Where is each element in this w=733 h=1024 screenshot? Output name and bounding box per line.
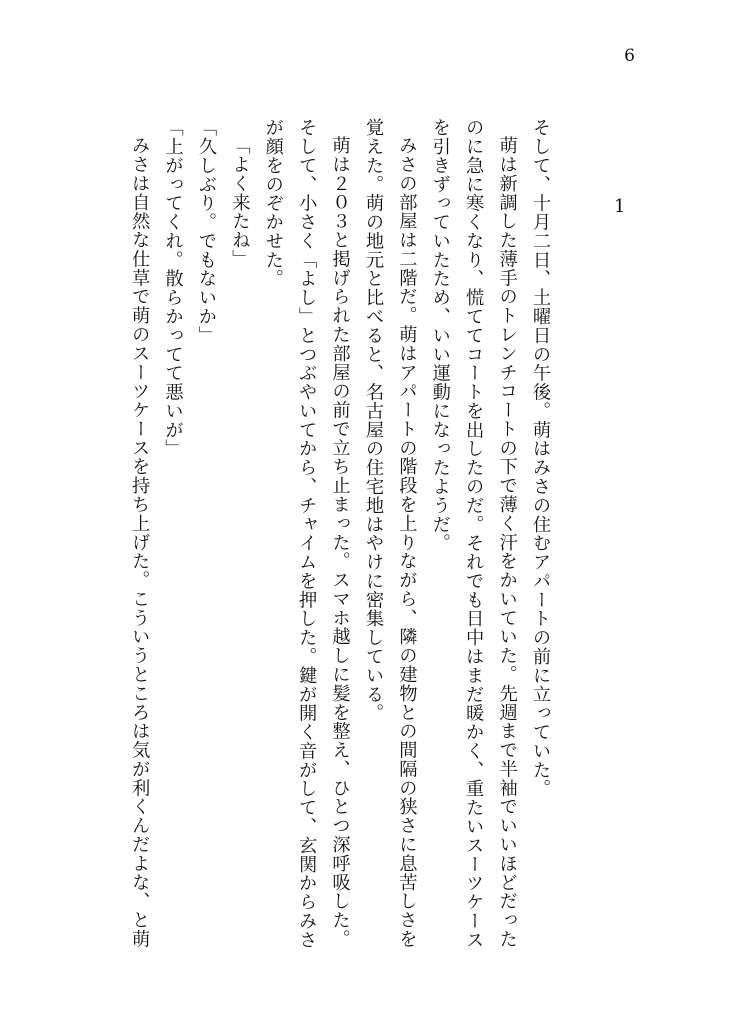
text-line: 萌は新調した薄手のトレンチコートの下で薄く汗をかいていた。先週まで半袖でいいほどだった	[496, 136, 518, 949]
page-number: 6	[624, 46, 635, 66]
dialog-line: 「上がってくれ。散らかってて悪いが」	[162, 118, 184, 459]
body-text	[123, 118, 557, 958]
text-line: を引きずっていたため、いい運動になったようだ。	[429, 118, 451, 553]
chapter-number: 1	[614, 196, 626, 217]
text-line: みさの部屋は二階だ。萌はアパートの階段を上りながら、隣の建物との間隔の狭さに息苦しさを	[396, 136, 418, 949]
text-line: 萌は２０３と掲げられた部屋の前で立ち止まった。スマホ越しに髪を整え、ひとつ深呼吸した。	[329, 136, 351, 949]
text-line: のに急に寒くなり、慌ててコートを出したのだ。それでも日中はまだ暖かく、重たいスーツケース	[463, 118, 485, 950]
text-line: そして、十月二日、土曜日の午後。萌はみさの住むアパートの前に立っていた。	[530, 118, 551, 799]
text-line: みさは自然な仕草で萌のスーツケースを持ち上げた。こういうところは気が利くんだよな、と萌	[129, 136, 151, 949]
text-line: 覚えた。萌の地元と比べると、名古屋の住宅地はやけに密集している。	[362, 118, 384, 723]
text-line: が顔をのぞかせた。	[262, 118, 284, 289]
dialog-line: 「よく来たね」	[229, 136, 251, 269]
text-line: そして、小さく「よし」とつぶやいてから、チャイムを押した。鍵が開く音がして、玄関からみさ	[296, 118, 318, 950]
dialog-line: 「久しぶり。でもないか」	[195, 118, 217, 345]
